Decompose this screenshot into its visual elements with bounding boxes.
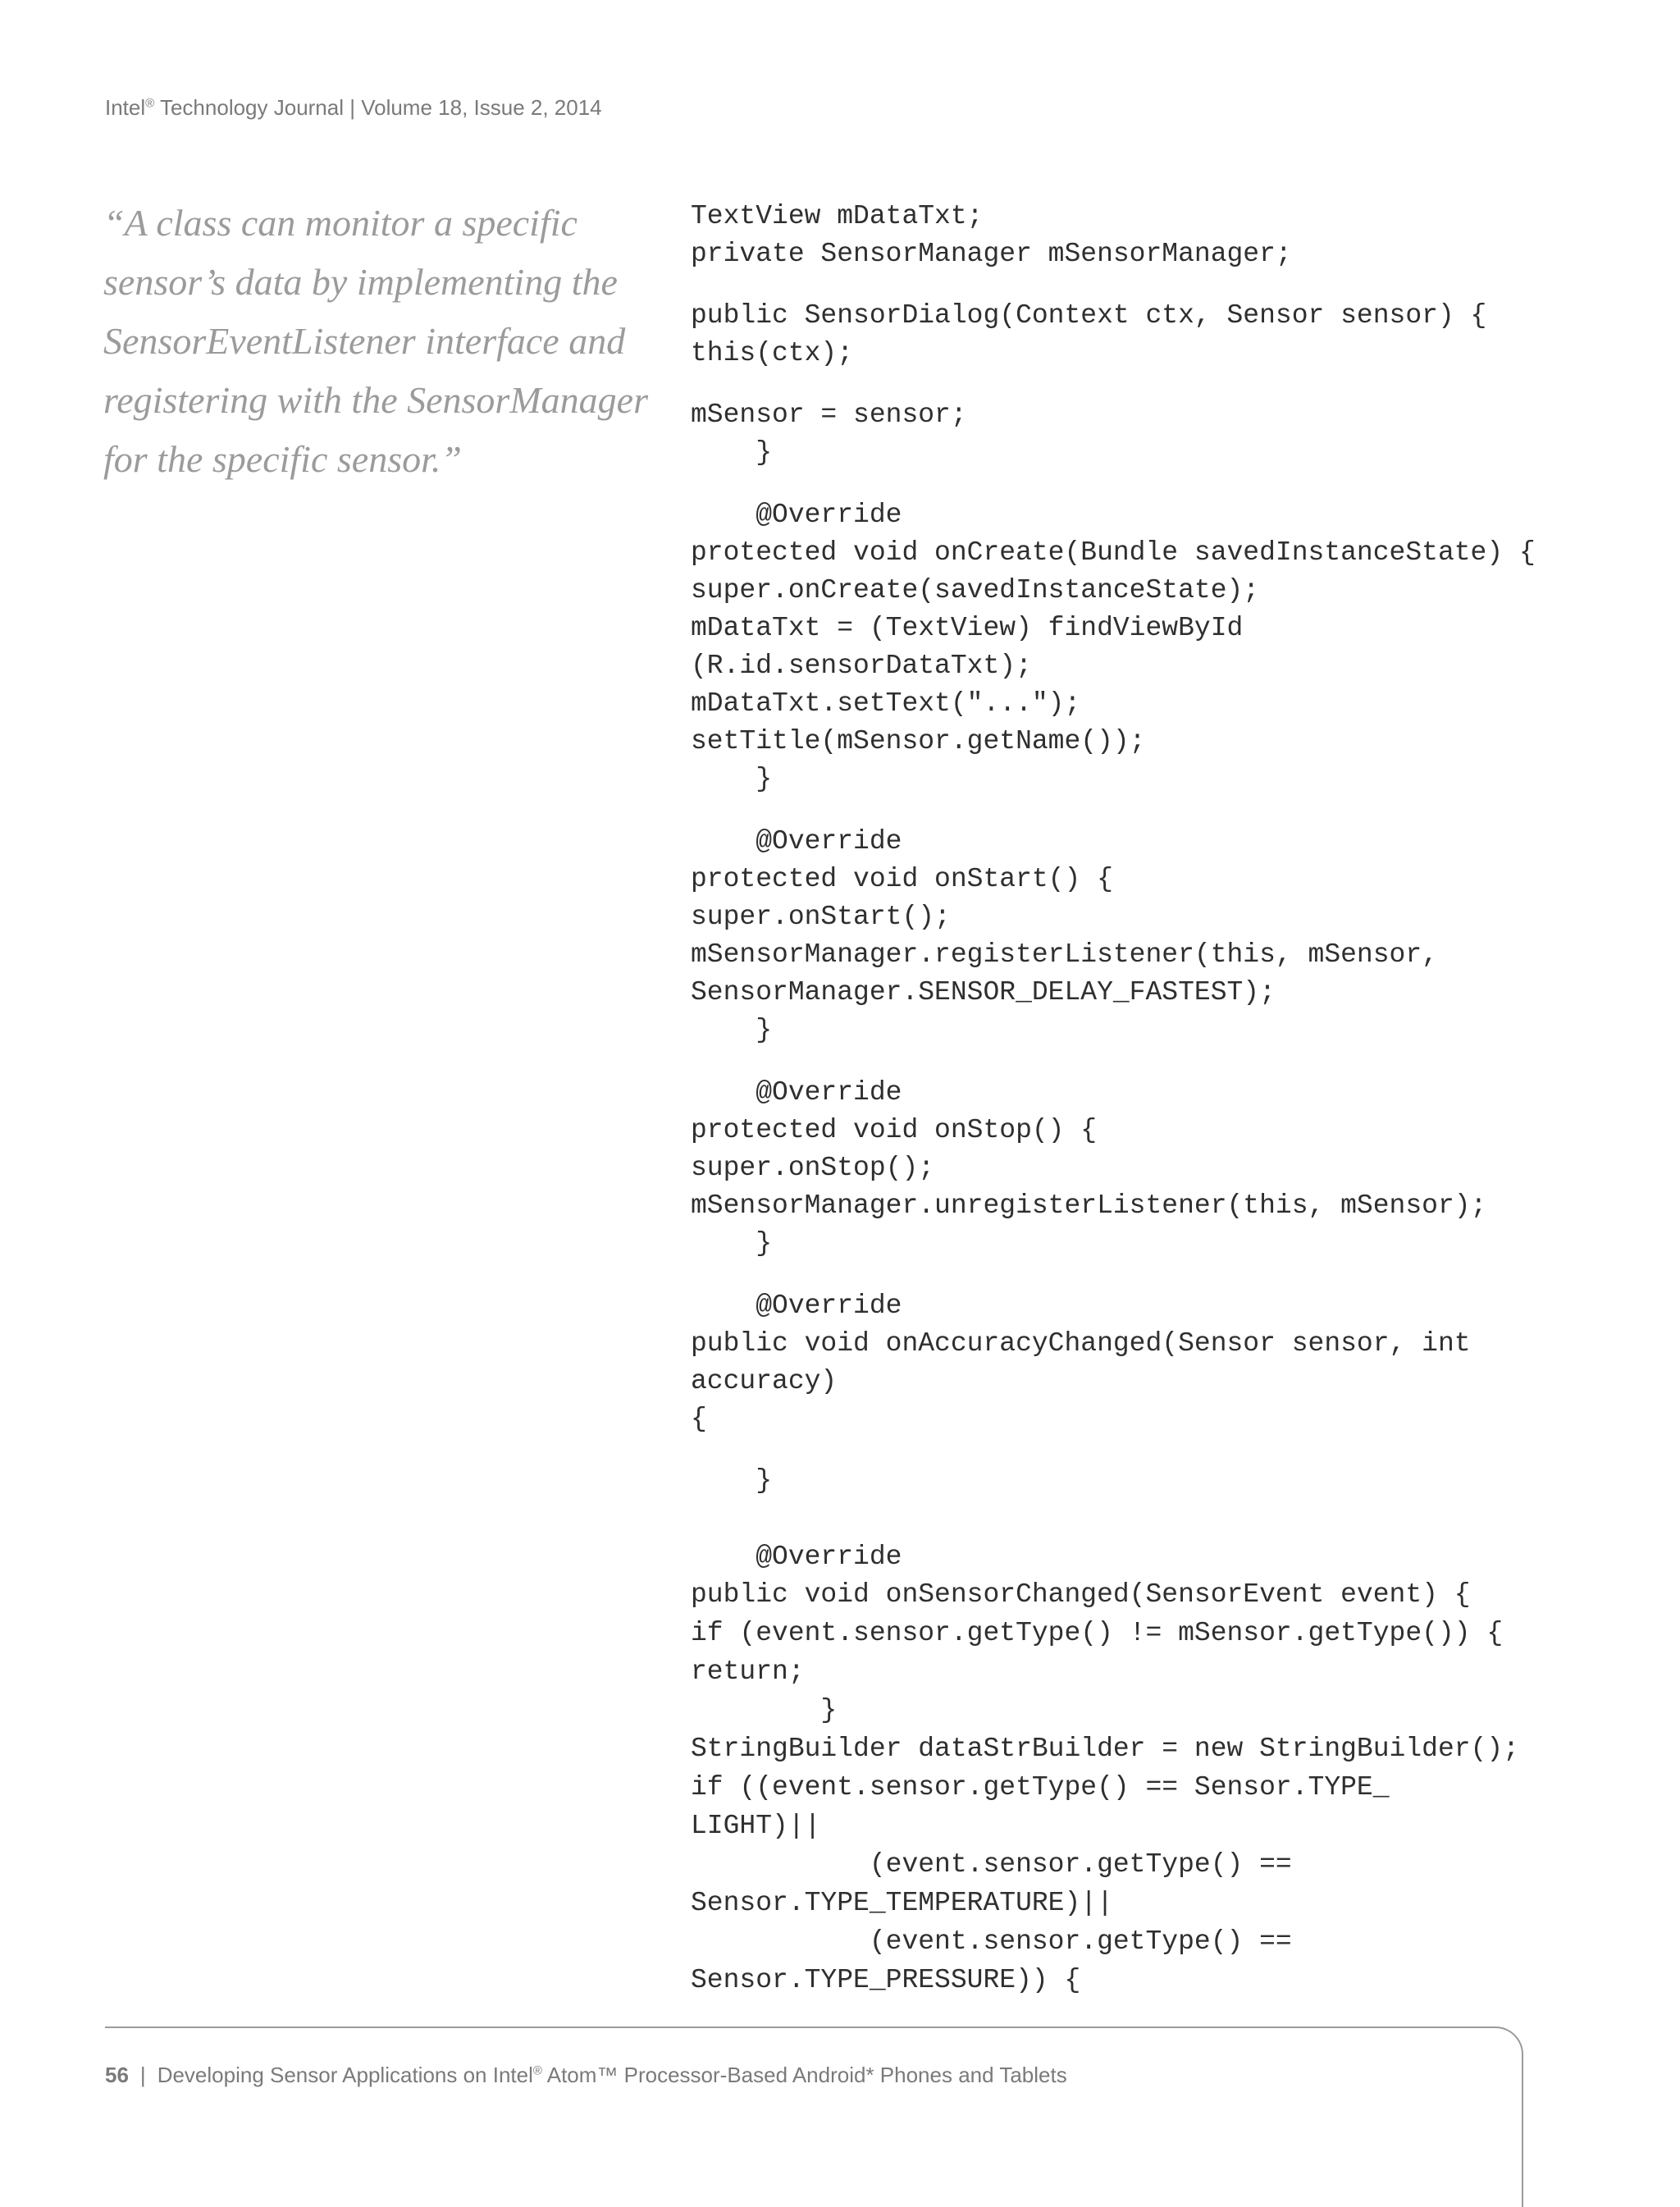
code-line: (R.id.sensorDataTxt);	[691, 651, 1032, 681]
code-line: setTitle(mSensor.getName());	[691, 726, 1146, 756]
pull-quote	[103, 194, 648, 489]
article-title-rest: Atom™ Processor-Based Android* Phones and Tablets	[541, 2063, 1067, 2087]
code-line: @Override	[691, 1542, 902, 1572]
registered-mark: ®	[145, 96, 155, 111]
code-listing	[691, 200, 1659, 1995]
journal-brand: Intel	[105, 95, 146, 120]
code-line: LIGHT)||	[691, 1811, 821, 1841]
code-line: protected void onStop() {	[691, 1115, 1098, 1145]
code-line: @Override	[691, 1291, 902, 1321]
code-line: TextView mDataTxt;	[691, 201, 984, 231]
code-line: mDataTxt = (TextView) findViewById	[691, 613, 1244, 643]
code-line: public SensorDialog(Context ctx, Sensor sensor) {	[691, 300, 1487, 331]
code-line: {	[691, 1404, 707, 1434]
code-line: this(ctx);	[691, 338, 854, 368]
code-line: }	[691, 1015, 773, 1045]
code-line: mSensorManager.registerListener(this, mSensor,	[691, 939, 1438, 970]
code-line: @Override	[691, 500, 902, 530]
running-footer	[105, 2063, 1067, 2088]
pull-quote-line: SensorEventListener interface and	[103, 320, 626, 362]
code-line: StringBuilder dataStrBuilder = new StringBuilder();	[691, 1734, 1519, 1764]
code-line: (event.sensor.getType() ==	[691, 1926, 1292, 1957]
page-number: 56	[105, 2063, 129, 2087]
code-line: (event.sensor.getType() ==	[691, 1849, 1292, 1880]
pull-quote-line: “A class can monitor a specific	[103, 202, 578, 244]
article-title: Developing Sensor Applications on Intel	[157, 2063, 533, 2087]
code-line: }	[691, 764, 773, 794]
code-line: protected void onCreate(Bundle savedInstanceState) {	[691, 537, 1536, 568]
code-line: }	[691, 437, 773, 468]
code-line: accuracy)	[691, 1366, 838, 1396]
code-line: mDataTxt.setText("...");	[691, 688, 1081, 719]
registered-mark: ®	[532, 2063, 542, 2078]
code-line: return;	[691, 1656, 805, 1687]
pull-quote-line: for the specific sensor.”	[103, 438, 462, 480]
code-line: @Override	[691, 1077, 902, 1108]
code-line: mSensor = sensor;	[691, 400, 967, 430]
code-line: super.onStop();	[691, 1153, 935, 1183]
code-line: mSensorManager.unregisterListener(this, mSensor);	[691, 1190, 1487, 1221]
footer-frame-rule	[105, 2027, 1523, 2207]
code-line: }	[691, 1695, 838, 1725]
code-line: super.onStart();	[691, 902, 951, 932]
code-line: public void onSensorChanged(SensorEvent event) {	[691, 1579, 1471, 1610]
pull-quote-line: registering with the SensorManager	[103, 379, 648, 421]
code-line: Sensor.TYPE_PRESSURE)) {	[691, 1965, 1081, 1995]
journal-issue: Technology Journal | Volume 18, Issue 2, 2014	[154, 95, 602, 120]
code-line: }	[691, 1228, 773, 1259]
code-line: @Override	[691, 826, 902, 857]
code-line: private SensorManager mSensorManager;	[691, 239, 1292, 269]
code-line: public void onAccuracyChanged(Sensor sensor, int	[691, 1328, 1471, 1359]
code-line: super.onCreate(savedInstanceState);	[691, 575, 1260, 605]
code-line: }	[691, 1465, 773, 1496]
code-line: Sensor.TYPE_TEMPERATURE)||	[691, 1888, 1113, 1918]
code-line: if ((event.sensor.getType() == Sensor.TYPE_	[691, 1772, 1390, 1803]
pull-quote-line: sensor’s data by implementing the	[103, 261, 618, 303]
code-line: SensorManager.SENSOR_DELAY_FASTEST);	[691, 977, 1276, 1008]
footer-separator: |	[139, 2063, 146, 2087]
code-line: protected void onStart() {	[691, 864, 1113, 894]
code-line: if (event.sensor.getType() != mSensor.getType()) {	[691, 1618, 1504, 1648]
running-header	[105, 95, 602, 121]
